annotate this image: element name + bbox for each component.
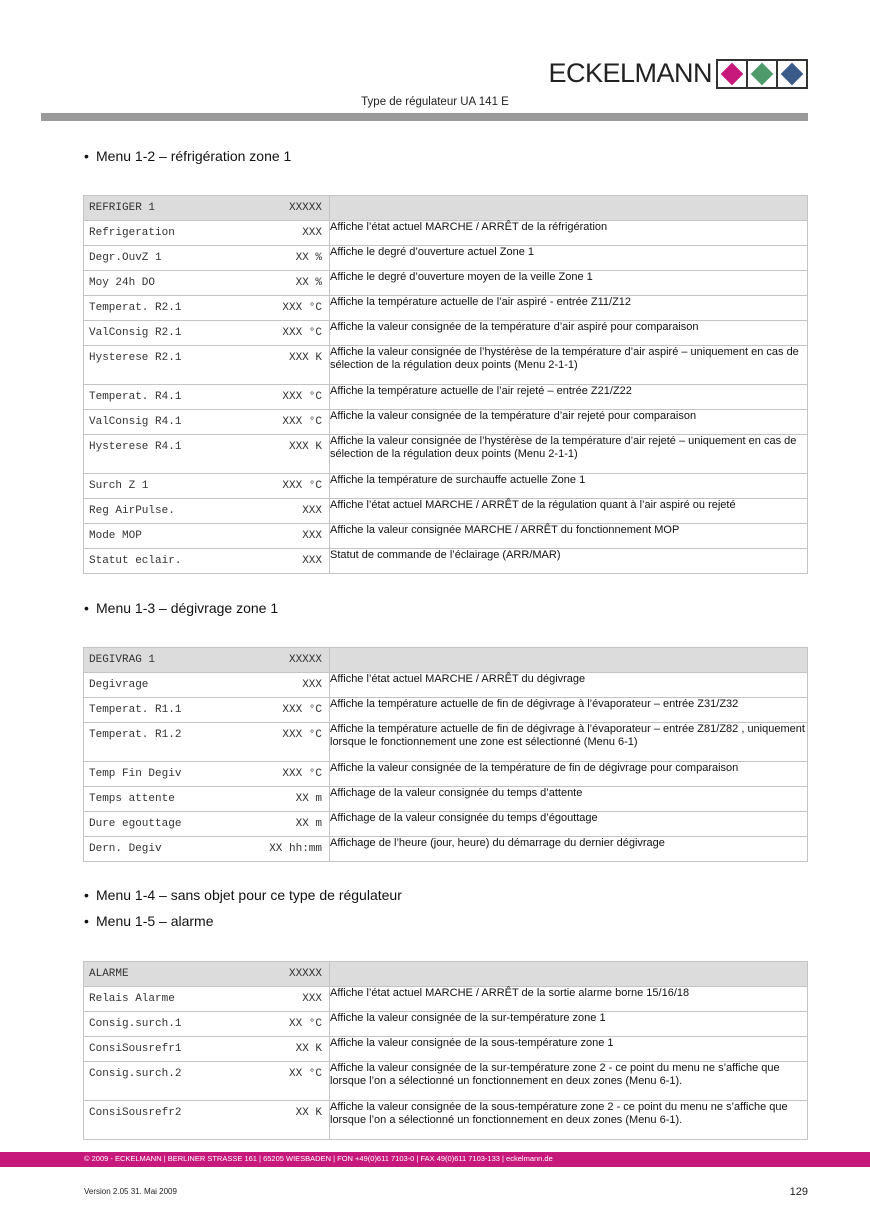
parameter-value: XXXXX xyxy=(288,654,322,666)
section-heading-menu-1-4 xyxy=(84,887,402,903)
parameter-value: XX % xyxy=(295,277,322,289)
section-title: Menu 1-4 – sans objet pour ce type de régulateur xyxy=(96,887,402,903)
table-row xyxy=(84,673,808,698)
parameter-name: Dure egouttage xyxy=(89,818,182,830)
section-title: Menu 1-3 – dégivrage zone 1 xyxy=(96,600,279,616)
table-row xyxy=(84,321,808,346)
parameter-description: Affiche la température actuelle de l’air rejeté – entrée Z21/Z22 xyxy=(330,385,808,410)
table-row xyxy=(84,346,808,385)
parameter-value: XX hh:mm xyxy=(269,843,322,855)
parameter-value: XXX °C xyxy=(282,416,322,428)
parameter-name: Statut eclair. xyxy=(89,555,182,567)
parameter-name: Temperat. R4.1 xyxy=(89,391,182,403)
section-heading-menu-1-2 xyxy=(84,148,291,164)
parameter-description: Affichage de la valeur consignée du temps d’attente xyxy=(330,787,808,812)
parameter-description: Affiche la valeur consignée de la température de fin de dégivrage pour comparaison xyxy=(330,762,808,787)
parameter-description xyxy=(330,196,808,221)
table-header-row xyxy=(84,196,808,221)
section-title: Menu 1-2 – réfrigération zone 1 xyxy=(96,148,292,164)
logo-box-2 xyxy=(748,61,778,87)
logo-mark xyxy=(716,59,808,89)
logo-box-3 xyxy=(778,61,806,87)
table-row xyxy=(84,1037,808,1062)
table-row xyxy=(84,410,808,435)
parameter-value: XX °C xyxy=(288,1068,322,1080)
bullet-icon: • xyxy=(84,600,89,616)
eckelmann-logo xyxy=(548,58,808,89)
menu-parameter xyxy=(84,812,330,837)
table-row xyxy=(84,474,808,499)
parameter-description: Affiche la valeur consignée MARCHE / ARRÊT du fonctionnement MOP xyxy=(330,524,808,549)
parameter-description: Affiche l’état actuel MARCHE / ARRÊT de la sortie alarme borne 15/16/18 xyxy=(330,987,808,1012)
parameter-description: Affiche la valeur consignée de la température d’air aspiré pour comparaison xyxy=(330,321,808,346)
table-row xyxy=(84,435,808,474)
section-heading-menu-1-3 xyxy=(84,600,278,616)
menu-parameter xyxy=(84,648,330,673)
header-divider xyxy=(41,113,808,121)
footer-address: © 2009 - ECKELMANN | BERLINER STRASSE 161 | 65205 WIESBADEN | FON +49(0)611 7103-0 | FAX 49(0)611 7103-133 | eckelmann.de xyxy=(84,1154,553,1163)
parameter-name: ALARME xyxy=(89,968,129,980)
parameter-name: ValConsig R4.1 xyxy=(89,416,182,428)
menu-parameter xyxy=(84,837,330,862)
document-title: Type de régulateur UA 141 E xyxy=(361,96,509,108)
menu-parameter xyxy=(84,221,330,246)
parameter-description: Affiche la température de surchauffe actuelle Zone 1 xyxy=(330,474,808,499)
parameter-value: XXX xyxy=(302,530,322,542)
menu-parameter xyxy=(84,723,330,762)
parameter-name: Dern. Degiv xyxy=(89,843,162,855)
parameter-value: XXX xyxy=(302,227,322,239)
parameter-value: XXX °C xyxy=(282,704,322,716)
parameter-value: XX m xyxy=(295,818,322,830)
table-row xyxy=(84,987,808,1012)
parameter-name: Mode MOP xyxy=(89,530,142,542)
parameter-name: Hysterese R4.1 xyxy=(89,441,182,453)
table-row xyxy=(84,271,808,296)
parameter-value: XX m xyxy=(295,793,322,805)
parameter-description: Affiche l’état actuel MARCHE / ARRÊT du dégivrage xyxy=(330,673,808,698)
parameter-name: Temp Fin Degiv xyxy=(89,768,182,780)
parameter-description: Affichage de la valeur consignée du temps d’égouttage xyxy=(330,812,808,837)
parameter-name: ConsiSousrefr1 xyxy=(89,1043,182,1055)
parameter-description: Affiche le degré d’ouverture moyen de la veille Zone 1 xyxy=(330,271,808,296)
table-row xyxy=(84,221,808,246)
parameter-description: Affiche le degré d’ouverture actuel Zone 1 xyxy=(330,246,808,271)
menu-table-alarm xyxy=(83,961,808,1140)
menu-parameter xyxy=(84,196,330,221)
parameter-name: ConsiSousrefr2 xyxy=(89,1107,182,1119)
table-row xyxy=(84,762,808,787)
parameter-value: XXX K xyxy=(288,352,322,364)
parameter-name: Relais Alarme xyxy=(89,993,175,1005)
section-title: Menu 1-5 – alarme xyxy=(96,913,214,929)
menu-parameter xyxy=(84,762,330,787)
table-row xyxy=(84,524,808,549)
menu-parameter xyxy=(84,321,330,346)
parameter-value: XXX °C xyxy=(282,768,322,780)
parameter-value: XXX °C xyxy=(282,729,322,741)
table-row xyxy=(84,296,808,321)
version-info: Version 2.05 31. Mai 2009 xyxy=(84,1187,177,1196)
parameter-name: Temperat. R1.1 xyxy=(89,704,182,716)
menu-table-refrigeration xyxy=(83,195,808,574)
parameter-name: Refrigeration xyxy=(89,227,175,239)
parameter-value: XXX xyxy=(302,679,322,691)
parameter-description: Affiche la valeur consignée de la sous-température zone 2 - ce point du menu ne s’affiche que lorsque l’on a sélectionné un fonctionnement en deux zones (Menu 6-1). xyxy=(330,1101,808,1140)
menu-parameter xyxy=(84,296,330,321)
menu-parameter xyxy=(84,410,330,435)
parameter-name: Consig.surch.2 xyxy=(89,1068,182,1080)
bullet-icon: • xyxy=(84,148,89,164)
menu-parameter xyxy=(84,1101,330,1140)
table-row xyxy=(84,1012,808,1037)
bullet-icon: • xyxy=(84,913,89,929)
menu-parameter xyxy=(84,962,330,987)
parameter-name: ValConsig R2.1 xyxy=(89,327,182,339)
parameter-name: REFRIGER 1 xyxy=(89,202,156,214)
parameter-value: XX K xyxy=(295,1043,322,1055)
menu-parameter xyxy=(84,435,330,474)
parameter-description: Statut de commande de l’éclairage (ARR/MAR) xyxy=(330,549,808,574)
parameter-value: XXX °C xyxy=(282,391,322,403)
parameter-name: Reg AirPulse. xyxy=(89,505,175,517)
parameter-name: Hysterese R2.1 xyxy=(89,352,182,364)
parameter-value: XXXXX xyxy=(288,968,322,980)
table-row xyxy=(84,812,808,837)
parameter-name: Moy 24h DO xyxy=(89,277,156,289)
parameter-name: Degivrage xyxy=(89,679,149,691)
parameter-description: Affiche l’état actuel MARCHE / ARRÊT de la réfrigération xyxy=(330,221,808,246)
parameter-value: XXX xyxy=(302,555,322,567)
parameter-name: Degr.OuvZ 1 xyxy=(89,252,162,264)
parameter-description: Affichage de l’heure (jour, heure) du démarrage du dernier dégivrage xyxy=(330,837,808,862)
menu-parameter xyxy=(84,346,330,385)
parameter-description: Affiche la valeur consignée de l’hystérèse de la température d’air rejeté – uniquement en cas de sélection de la régulation deux points (Menu 2-1-1) xyxy=(330,435,808,474)
table-row xyxy=(84,1101,808,1140)
menu-parameter xyxy=(84,246,330,271)
parameter-name: Temperat. R2.1 xyxy=(89,302,182,314)
parameter-description xyxy=(330,962,808,987)
table-header-row xyxy=(84,648,808,673)
menu-table-defrost xyxy=(83,647,808,862)
menu-parameter xyxy=(84,787,330,812)
footer-bar xyxy=(0,1152,870,1167)
menu-parameter xyxy=(84,673,330,698)
menu-parameter xyxy=(84,1037,330,1062)
parameter-name: Temperat. R1.2 xyxy=(89,729,182,741)
menu-parameter xyxy=(84,385,330,410)
table-row xyxy=(84,837,808,862)
table-row xyxy=(84,698,808,723)
parameter-description: Affiche la valeur consignée de la température d’air rejeté pour comparaison xyxy=(330,410,808,435)
parameter-value: XXXXX xyxy=(288,202,322,214)
parameter-name: Consig.surch.1 xyxy=(89,1018,182,1030)
table-header-row xyxy=(84,962,808,987)
parameter-description: Affiche la valeur consignée de la sur-température zone 2 - ce point du menu ne s’affiche que lorsque l’on a sélectionné un fonctionnement en deux zones (Menu 6-1). xyxy=(330,1062,808,1101)
menu-parameter xyxy=(84,474,330,499)
menu-parameter xyxy=(84,549,330,574)
parameter-description: Affiche la température actuelle de l’air aspiré - entrée Z11/Z12 xyxy=(330,296,808,321)
parameter-value: XX K xyxy=(295,1107,322,1119)
parameter-description: Affiche la valeur consignée de la sur-température zone 1 xyxy=(330,1012,808,1037)
parameter-description: Affiche la température actuelle de fin de dégivrage à l’évaporateur – entrée Z31/Z32 xyxy=(330,698,808,723)
table-row xyxy=(84,499,808,524)
menu-parameter xyxy=(84,987,330,1012)
table-row xyxy=(84,723,808,762)
menu-parameter xyxy=(84,524,330,549)
parameter-value: XXX xyxy=(302,993,322,1005)
table-row xyxy=(84,549,808,574)
table-row xyxy=(84,246,808,271)
parameter-value: XX % xyxy=(295,252,322,264)
page-number: 129 xyxy=(789,1186,808,1198)
table-row xyxy=(84,385,808,410)
bullet-icon: • xyxy=(84,887,89,903)
parameter-value: XXX xyxy=(302,505,322,517)
section-heading-menu-1-5 xyxy=(84,913,214,929)
menu-parameter xyxy=(84,698,330,723)
logo-box-1 xyxy=(718,61,748,87)
parameter-name: DEGIVRAG 1 xyxy=(89,654,156,666)
parameter-value: XXX K xyxy=(288,441,322,453)
menu-parameter xyxy=(84,1012,330,1037)
parameter-description xyxy=(330,648,808,673)
parameter-description: Affiche la valeur consignée de la sous-température zone 1 xyxy=(330,1037,808,1062)
parameter-value: XX °C xyxy=(288,1018,322,1030)
parameter-value: XXX °C xyxy=(282,327,322,339)
parameter-description: Affiche la température actuelle de fin de dégivrage à l’évaporateur – entrée Z81/Z82 , uniquement lorsque le fonctionnement une zone est sélectionné (Menu 6-1) xyxy=(330,723,808,762)
table-row xyxy=(84,787,808,812)
parameter-name: Surch Z 1 xyxy=(89,480,149,492)
parameter-name: Temps attente xyxy=(89,793,175,805)
parameter-description: Affiche la valeur consignée de l’hystérèse de la température d’air aspiré – uniquement en cas de sélection de la régulation deux points (Menu 2-1-1) xyxy=(330,346,808,385)
parameter-description: Affiche l’état actuel MARCHE / ARRÊT de la régulation quant à l’air aspiré ou rejeté xyxy=(330,499,808,524)
menu-parameter xyxy=(84,499,330,524)
table-row xyxy=(84,1062,808,1101)
menu-parameter xyxy=(84,1062,330,1101)
logo-wordmark: ECKELMANN xyxy=(548,58,712,88)
menu-parameter xyxy=(84,271,330,296)
parameter-value: XXX °C xyxy=(282,302,322,314)
parameter-value: XXX °C xyxy=(282,480,322,492)
